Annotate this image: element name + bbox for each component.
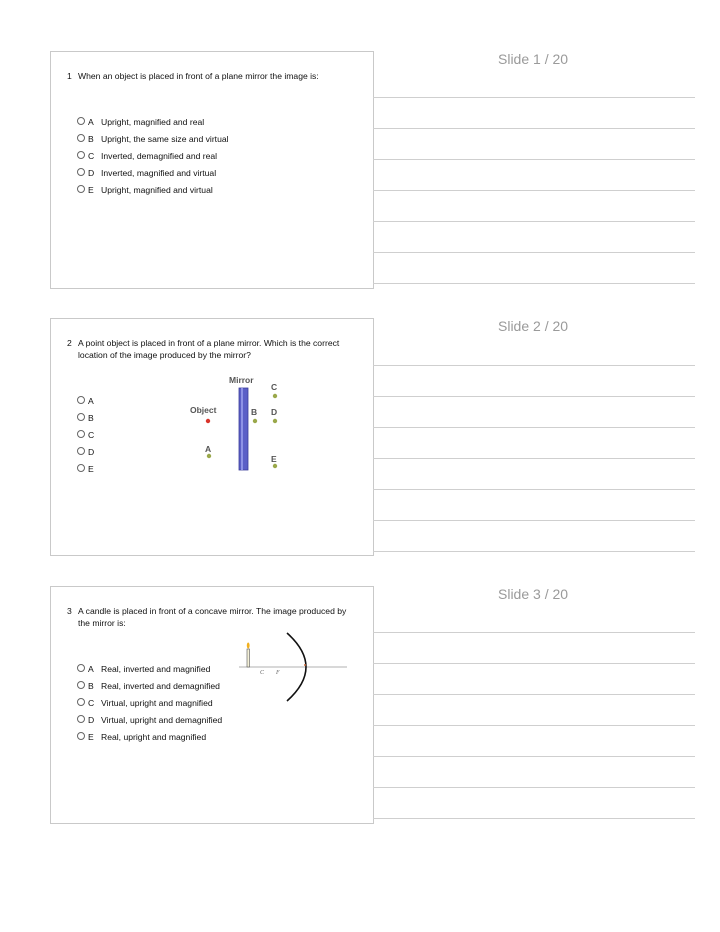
slide-3-card xyxy=(50,586,374,824)
option-letter: E xyxy=(88,464,94,474)
radio-button[interactable] xyxy=(77,151,85,159)
plane-mirror xyxy=(239,388,248,470)
option-text: Upright, magnified and virtual xyxy=(101,185,213,195)
point-e xyxy=(273,464,277,468)
option-letter: C xyxy=(88,151,95,161)
radio-button[interactable] xyxy=(77,698,85,706)
option-letter: A xyxy=(88,117,94,127)
candle-body xyxy=(247,649,250,667)
notes-line xyxy=(373,489,695,490)
option-letter: B xyxy=(88,413,94,423)
notes-line xyxy=(373,458,695,459)
point-b xyxy=(253,419,257,423)
option-letter: B xyxy=(88,681,94,691)
question-body: A point object is placed in front of a plane mirror. Which is the correct location of the image produced by the mirror? xyxy=(78,338,340,360)
concave-mirror-diagram xyxy=(239,629,349,707)
notes-line xyxy=(373,520,695,521)
option-letter: A xyxy=(88,396,94,406)
notes-line xyxy=(373,97,695,98)
point-label-c: C xyxy=(271,382,278,392)
notes-line xyxy=(373,252,695,253)
point-label-a: A xyxy=(205,444,212,454)
mirror-highlight xyxy=(241,388,243,470)
point-label-e: E xyxy=(271,454,277,464)
option-text: Upright, the same size and virtual xyxy=(101,134,229,144)
option-text: Real, upright and magnified xyxy=(101,732,207,742)
notes-line xyxy=(373,128,695,129)
option-letter: E xyxy=(88,185,94,195)
option-text: Inverted, demagnified and real xyxy=(101,151,218,161)
radio-button[interactable] xyxy=(77,430,85,438)
question-number: 1 xyxy=(67,71,72,81)
radio-button[interactable] xyxy=(77,681,85,689)
point-c xyxy=(273,394,277,398)
center-label: C xyxy=(260,670,265,676)
object-label: Object xyxy=(190,405,217,415)
option-text: Real, inverted and magnified xyxy=(101,664,211,674)
question-text xyxy=(67,337,347,361)
option-text: Inverted, magnified and virtual xyxy=(101,168,217,178)
radio-button[interactable] xyxy=(77,396,85,404)
radio-button[interactable] xyxy=(77,732,85,740)
point-d xyxy=(273,419,277,423)
question-body: When an object is placed in front of a plane mirror the image is: xyxy=(78,71,319,81)
slide-3-label: Slide 3 / 20 xyxy=(498,586,569,602)
radio-button[interactable] xyxy=(77,117,85,125)
option-text: Virtual, upright and magnified xyxy=(101,698,213,708)
notes-line xyxy=(373,283,695,284)
notes-line xyxy=(373,756,695,757)
slide-1-card xyxy=(50,51,374,289)
option-letter: D xyxy=(88,168,95,178)
option-text: Real, inverted and demagnified xyxy=(101,681,220,691)
notes-line xyxy=(373,818,695,819)
radio-button[interactable] xyxy=(77,134,85,142)
radio-button[interactable] xyxy=(77,664,85,672)
slide-1-label: Slide 1 / 20 xyxy=(498,51,569,67)
radio-button[interactable] xyxy=(77,413,85,421)
object-point xyxy=(206,419,210,423)
notes-line xyxy=(373,365,695,366)
question-number: 2 xyxy=(67,338,72,348)
radio-button[interactable] xyxy=(77,447,85,455)
notes-line xyxy=(373,663,695,664)
question-text xyxy=(67,70,347,82)
plane-mirror-diagram xyxy=(185,374,295,474)
notes-line xyxy=(373,396,695,397)
vertex-mark xyxy=(304,664,306,666)
notes-line xyxy=(373,725,695,726)
option-letter: C xyxy=(88,430,95,440)
notes-line xyxy=(373,694,695,695)
notes-line xyxy=(373,190,695,191)
option-letter: D xyxy=(88,715,95,725)
option-letter: D xyxy=(88,447,95,457)
focus-label: F xyxy=(276,670,280,676)
option-letter: B xyxy=(88,134,94,144)
radio-button[interactable] xyxy=(77,715,85,723)
notes-line xyxy=(373,787,695,788)
notes-line xyxy=(373,551,695,552)
option-text: Virtual, upright and demagnified xyxy=(101,715,223,725)
candle-flame xyxy=(247,643,250,649)
question-body: A candle is placed in front of a concave mirror. The image produced by the mirror is: xyxy=(78,606,347,628)
option-text: Upright, magnified and real xyxy=(101,117,205,127)
slide-2-label: Slide 2 / 20 xyxy=(498,318,569,334)
radio-button[interactable] xyxy=(77,168,85,176)
point-a xyxy=(207,454,211,458)
notes-line xyxy=(373,159,695,160)
notes-line xyxy=(373,427,695,428)
question-number: 3 xyxy=(67,606,72,616)
option-letter: E xyxy=(88,732,94,742)
question-text xyxy=(67,605,347,629)
mirror-label: Mirror xyxy=(229,375,254,385)
radio-button[interactable] xyxy=(77,464,85,472)
radio-button[interactable] xyxy=(77,185,85,193)
point-label-d: D xyxy=(271,407,278,417)
option-letter: A xyxy=(88,664,94,674)
point-label-b: B xyxy=(251,407,258,417)
notes-line xyxy=(373,632,695,633)
slide-2-card xyxy=(50,318,374,556)
option-letter: C xyxy=(88,698,95,708)
notes-line xyxy=(373,221,695,222)
